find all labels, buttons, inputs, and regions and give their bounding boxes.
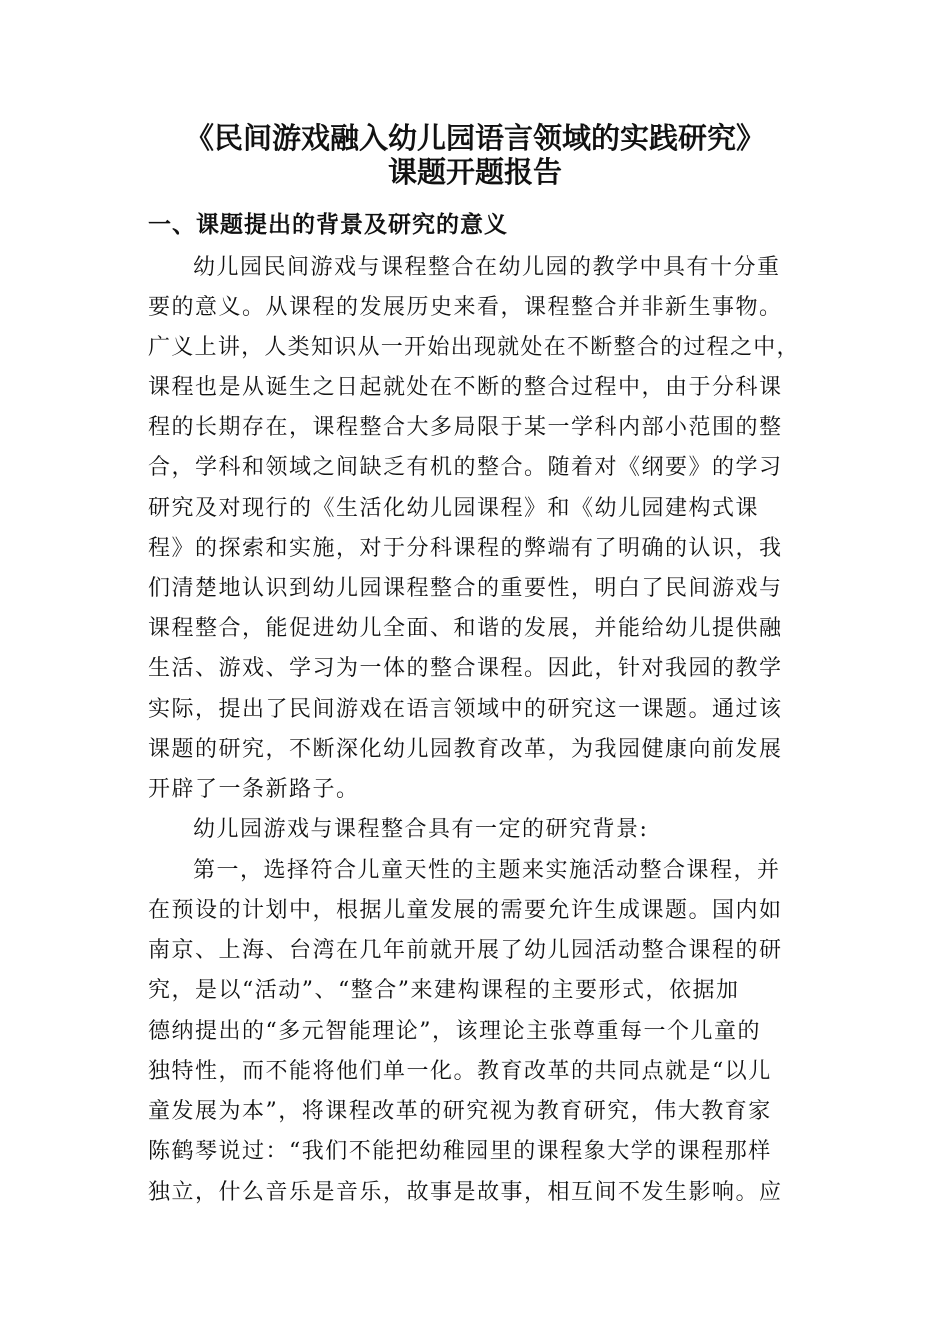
body-text-line: 程的长期存在，课程整合大多局限于某一学科内部小范围的整: [148, 415, 783, 440]
body-text-line: 究，是以“活动”、“整合”来建构课程的主要形式，依据加: [148, 978, 740, 1003]
document-subtitle: 课题开题报告: [387, 155, 562, 189]
body-text-line: 第一，选择符合儿童天性的主题来实施活动整合课程，并: [193, 858, 781, 883]
body-text-line: 课题的研究，不断深化幼儿园教育改革，为我园健康向前发展: [148, 737, 783, 762]
body-text-line: 要的意义。从课程的发展历史来看，课程整合并非新生事物。: [148, 295, 783, 320]
body-text-line: 课程也是从诞生之日起就处在不断的整合过程中，由于分科课: [148, 375, 783, 400]
body-text-line: 独立，什么音乐是音乐，故事是故事，相互间不发生影响。应: [148, 1180, 783, 1205]
body-text-line: 开辟了一条新路子。: [148, 777, 360, 802]
body-text-line: 课程整合，能促进幼儿全面、和谐的发展，并能给幼儿提供融: [148, 616, 783, 641]
body-text-line: 实际，提出了民间游戏在语言领域中的研究这一课题。通过该: [148, 697, 783, 722]
body-text-line: 们清楚地认识到幼儿园课程整合的重要性，明白了民间游戏与: [148, 576, 783, 601]
body-text-line: 陈鹤琴说过：“我们不能把幼稚园里的课程象大学的课程那样: [148, 1139, 772, 1164]
body-text-line: 德纳提出的“多元智能理论”，该理论主张尊重每一个儿童的: [148, 1019, 761, 1044]
body-text-line: 独特性，而不能将他们单一化。教育改革的共同点就是“以儿: [148, 1059, 772, 1084]
body-text-line: 合，学科和领域之间缺乏有机的整合。随着对《纲要》的学习: [148, 455, 783, 480]
body-text-line: 在预设的计划中，根据儿童发展的需要允许生成课题。国内如: [148, 898, 783, 923]
section-heading: 一、课题提出的背景及研究的意义: [148, 212, 508, 238]
body-text-line: 研究及对现行的《生活化幼儿园课程》和《幼儿园建构式课: [148, 496, 760, 521]
document-title: 《民间游戏融入幼儿园语言领域的实践研究》: [184, 121, 765, 155]
body-text-line: 南京、上海、台湾在几年前就开展了幼儿园活动整合课程的研: [148, 938, 783, 963]
body-text-line: 幼儿园游戏与课程整合具有一定的研究背景:: [193, 817, 649, 842]
body-text-line: 广义上讲，人类知识从一开始出现就处在不断整合的过程之中，: [148, 335, 800, 360]
body-text-line: 程》的探索和实施，对于分科课程的弊端有了明确的认识，我: [148, 536, 783, 561]
body-text-line: 生活、游戏、学习为一体的整合课程。因此，针对我园的教学: [148, 656, 783, 681]
body-text-line: 童发展为本”，将课程改革的研究视为教育研究，伟大教育家: [148, 1099, 772, 1124]
body-text-line: 幼儿园民间游戏与课程整合在幼儿园的教学中具有十分重: [193, 255, 781, 280]
